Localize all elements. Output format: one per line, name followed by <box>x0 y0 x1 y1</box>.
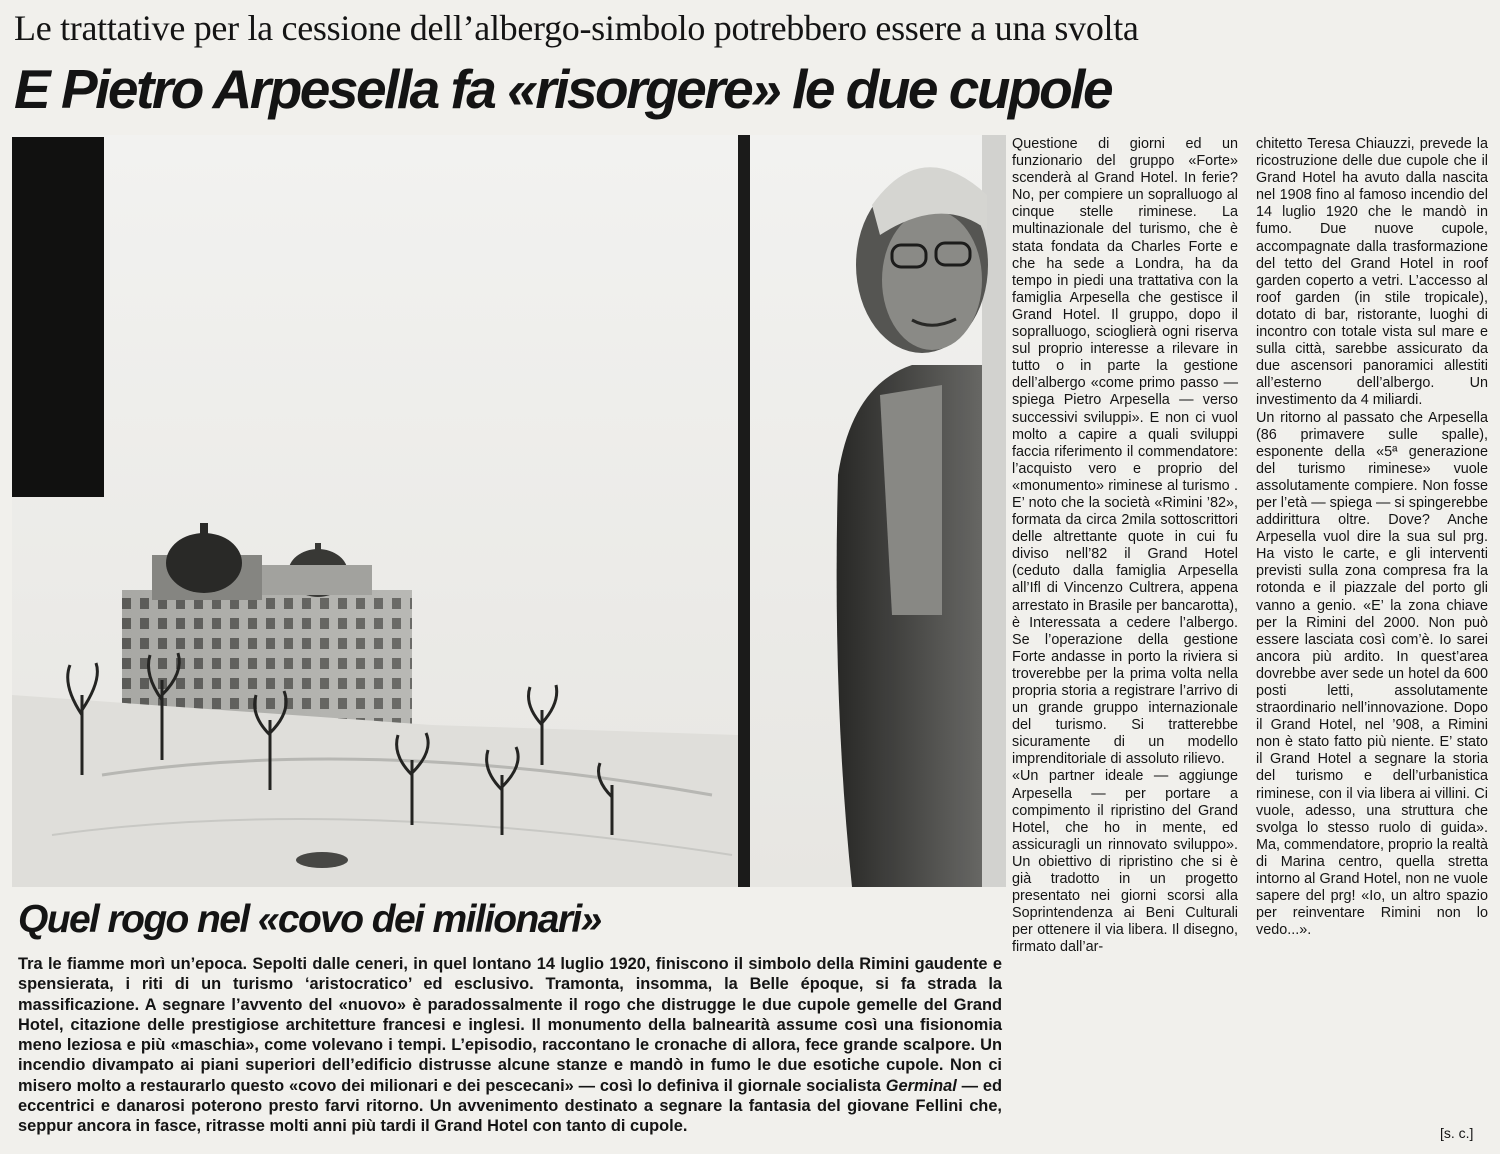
article-column-1 <box>1012 136 1238 957</box>
kicker: Le trattative per la cessione dell’albergo-simbolo potrebbero essere a una svolta <box>14 8 1139 48</box>
column-2-paragraph-1: chitetto Teresa Chiauzzi, prevede la ricostruzione delle due cupole che il Grand Hotel ha avuto dalla nascita nel 1908 fino al famoso incendio del 14 luglio 1920 che le mandò in fumo. Due nuove cupole, accompagnate dalla trasformazione del tetto del Grand Hotel in roof garden coperto a vetri. L’accesso al roof garden (in stile tropicale), dotato di bar, ristorante, luoghi di incontro con totale vista sul mare e sulla città, sarebbe assicurato da due ascensori panoramici allestiti all’esterno dell’albergo. Un investimento da 4 miliardi. <box>1256 136 1488 409</box>
article-column-2 <box>1256 136 1488 939</box>
newspaper-name: Germinal <box>885 1076 957 1095</box>
lead-text-1: Tra le fiamme morì un’epoca. Sepolti dalle ceneri, in quel lontano 14 luglio 1920, finiscono il simbolo della Rimini gaudente e spensierata, i riti di un turismo ‘aristocratico’ ed esclusivo. Tramonta, insomma, la Belle époque, si fa strada la massificazione. A segnare l’avvento del «nuovo» è paradossalmente il rogo che distrugge le due cupole gemelle del Grand Hotel, citazione delle prestigiose architetture francesi e inglesi. Il monumento della balnearità assume così una fisionomia meno leziosa e più «maschia», come volevano i tempi. L’episodio, raccontano le cronache di allora, fece grande scalpore. Un incendio divampato ai piani superiori dell’edificio distrusse alcune stanze e mandò in fumo le due esotiche cupole. Non ci misero molto a restaurarlo questo «covo dei milionari e dei pescecani» — così lo definiva il giornale socialista <box>18 955 1002 1095</box>
column-1-paragraph-1: Questione di giorni ed un funzionario del gruppo «Forte» scenderà al Grand Hotel. In ferie? No, per compiere un sopralluogo al cinque stelle riminese. La multinazionale del turismo, che è stata fondata da Charles Forte e che ha sede a Londra, ha da tempo in piedi una trattativa con la famiglia Arpesella che gestisce il Grand Hotel. Il gruppo, dopo il sopralluogo, scioglierà ogni riserva sul proprio interesse a rilevare in tutto o in parte la gestione dell’albergo «come primo passo — spiega Pietro Arpesella — verso successivi sviluppi». E non ci vuol molto a capire a quali sviluppi faccia riferimento il commendatore: l’acquisto vero e proprio del «monumento» riminese al turismo . E’ noto che la società «Rimini ’82», formata da circa 2mila sottoscrittori delle altrettante quote in cui fu diviso nell’82 il Grand Hotel (ceduto dalla famiglia Arpesella all’Ifl di Vincenzo Cultrera, appena arrestato in Brasile per bancarotta), è Interessata a cedere l’albergo. Se l’operazione della gestione Forte andasse in porto la riviera si troverebbe per la prima volta nella propria storia a registrare l’arrivo di un grande gruppo internazionale del turismo. Si tratterebbe sicuramente di un modello imprenditoriale di assoluto rilievo. <box>1012 136 1238 768</box>
subhead: Quel rogo nel «covo dei milionari» <box>18 898 601 941</box>
column-1-paragraph-2: «Un partner ideale — aggiunge Arpesella — per portare a compimento il ripristino del Grand Hotel, che ho in mente, ed assicuragli un rinnovato sviluppo». Un obiettivo di ripristino che si è già tradotto in un progetto presentato nei giorni scorsi alla Soprintendenza ai Beni Culturali per ottenere il via libera. Il disegno, firmato dall’ar- <box>1012 768 1238 956</box>
grand-hotel-model-photo <box>12 135 1006 887</box>
headline: E Pietro Arpesella fa «risorgere» le due cupole <box>14 58 1112 120</box>
lead-paragraph <box>18 954 1002 1137</box>
lead-text-2: — ed eccentrici e danarosi poterono presto farvi ritorno. Un avvenimento destinato a segnare la fantasia del giovane Fellini che, seppur ancora in fasce, ritrasse molti anni più tardi il Grand Hotel con tanto di cupole. <box>18 1076 1002 1136</box>
column-2-paragraph-2: Un ritorno al passato che Arpesella (86 primavere sulle spalle), esponente della «5ª generazione del turismo riminese» vuole assolutamente compiere. Non fosse per l’età — spiega — si spingerebbe addirittura oltre. Dove? Anche Arpesella vuol dire la sua sul prg. Ha visto le carte, e gli interventi previsti sulla zona compresa fra la rotonda e il piazzale del porto gli vanno a genio. «E’ la zona chiave per la Rimini del 2000. Non può essere lasciata così com’è. Io sarei ancora più ardito. In quest’area dovrebbe aver sede un hotel da 600 posti letti, assolutamente straordinario nell’innovazione. Dopo il Grand Hotel, nel ’908, a Rimini non è stato fatto più niente. E’ stato il Grand Hotel a segnare la storia del turismo e dell’urbanistica riminese, con il via libera ai villini. Ci vuole, adesso, una struttura che svolga lo stesso ruolo di guida». Ma, commendatore, proprio la realtà di Marina centro, quella stretta intorno al Grand Hotel, non ne vuole sapere del prg! «Io, un altro spazio per reinventare Rimini non lo vedo...». <box>1256 409 1488 939</box>
author-credit: [s. c.] <box>1440 1125 1474 1141</box>
